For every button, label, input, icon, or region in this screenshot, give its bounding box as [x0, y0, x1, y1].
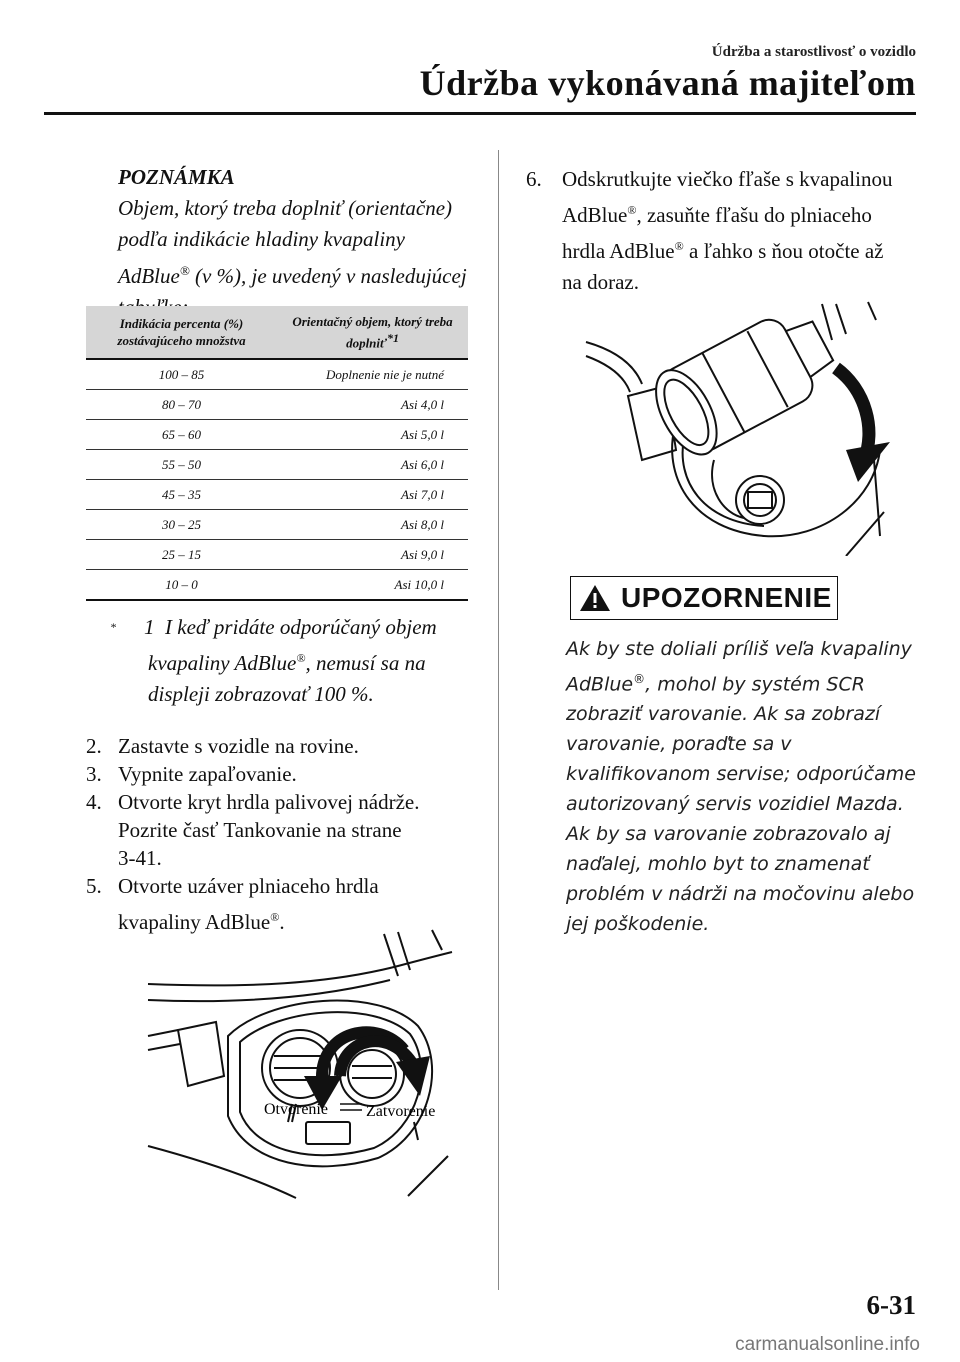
table-cell-percent: 65 – 60 [86, 420, 277, 450]
step-text-cont: hrdla AdBlue [562, 239, 675, 263]
step-text-cont: a ľahko s ňou otočte až [683, 239, 884, 263]
step-text: Vypnite zapaľovanie. [118, 762, 297, 786]
page-title: Údržba vykonávaná majiteľom [419, 63, 916, 103]
note-text [118, 193, 478, 323]
footnote-line-1: I keď pridáte odporúčaný objem [165, 615, 437, 639]
footnote-ref: *1 [386, 331, 399, 345]
watermark: carmanualsonline.info [735, 1334, 920, 1355]
table-cell-percent: 45 – 35 [86, 480, 277, 510]
registered-mark: ® [633, 672, 646, 686]
steps-right [526, 164, 926, 298]
step-3 [86, 760, 486, 788]
table-row [86, 480, 468, 510]
footnote-line-2 [118, 643, 478, 679]
footnote-line-3: displeji zobrazovať 100 %. [148, 682, 374, 706]
note-text-a: Objem, ktorý treba doplniť (orientačne) podľa indikácie hladiny kvapaliny AdBlue [118, 196, 453, 288]
registered-mark: ® [179, 263, 190, 278]
table-header-row [86, 306, 468, 359]
step-text-cont: na doraz. [562, 270, 639, 294]
warning-triangle-icon [579, 583, 611, 613]
caution-text-b: , mohol by systém SCR zobraziť varovanie. Ak sa zobrazí varovanie, poraďte sa v kvalifikovanom servise; odporúčame autorizovaný servis vozidiel Mazda. Ak by sa varovanie zobrazovalo aj naďalej, mohlo byt to znamenať problém v nádrži na močovinu alebo jej poškodenie. [566, 673, 916, 936]
table-header-volume-text: Orientačný objem, ktorý treba doplniť [292, 314, 453, 351]
table-cell-volume: Asi 5,0 l [277, 420, 468, 450]
table-row [86, 540, 468, 570]
step-text: Otvorte kryt hrdla palivovej nádrže. [118, 790, 420, 814]
step-text-cont: kvapaliny AdBlue [118, 910, 271, 934]
step-text-cont: , zasuňte fľašu do plniaceho [636, 203, 872, 227]
step-text-cont: Pozrite časť Tankovanie na strane [118, 818, 402, 842]
table-cell-percent: 80 – 70 [86, 390, 277, 420]
footnote-line-2a: kvapaliny AdBlue [148, 651, 297, 675]
table-row [86, 570, 468, 601]
header-rule [44, 112, 916, 115]
note-block [118, 162, 478, 323]
table-header-percent: Indikácia percenta (%) zostávajúceho množstva [86, 306, 277, 359]
label-open: Otvorenie [264, 1101, 328, 1118]
table-row [86, 359, 468, 390]
table-header-volume [277, 306, 468, 359]
caution-text-a: Ak by ste doliali príliš veľa kvapaliny AdBlue [566, 638, 912, 696]
step-6 [526, 164, 926, 298]
table-cell-percent: 10 – 0 [86, 570, 277, 601]
step-text-cont: AdBlue [562, 203, 628, 227]
table-cell-volume: Asi 4,0 l [277, 390, 468, 420]
figure-bottle-insert [584, 300, 894, 556]
table-cell-volume: Asi 6,0 l [277, 450, 468, 480]
registered-mark: ® [627, 203, 637, 217]
step-text: Zastavte s vozidle na rovine. [118, 734, 359, 758]
steps-left [86, 732, 486, 936]
note-title: POZNÁMKA [118, 165, 235, 189]
footnote-line-2b: , nemusí sa na [305, 651, 426, 675]
figure-open-cap [128, 926, 458, 1204]
table-row [86, 450, 468, 480]
step-2 [86, 732, 486, 760]
table-cell-volume: Asi 9,0 l [277, 540, 468, 570]
step-number: 6. [526, 167, 542, 191]
registered-mark: ® [674, 239, 684, 253]
column-divider [498, 150, 499, 1290]
step-number: 3. [86, 762, 102, 786]
label-close: Zatvorenie [366, 1103, 436, 1120]
step-number: 5. [86, 874, 102, 898]
note-text-b: (v %), je uvedený v nasledujúcej [194, 264, 467, 288]
section-heading: Údržba a starostlivosť o vozidlo [711, 44, 916, 60]
step-number: 4. [86, 790, 102, 814]
table-cell-volume: Doplnenie nie je nutné [277, 359, 468, 390]
caution-body [566, 634, 916, 939]
footnote-number: 1 [144, 615, 155, 639]
table-row [86, 510, 468, 540]
caution-title: UPOZORNENIE [621, 582, 832, 613]
step-text: Otvorte uzáver plniaceho hrdla [118, 874, 379, 898]
registered-mark: ® [296, 651, 306, 665]
table-cell-percent: 25 – 15 [86, 540, 277, 570]
refill-volume-table [86, 306, 468, 601]
step-text: Odskrutkujte viečko fľaše s kvapalinou [562, 167, 893, 191]
page-number: 6-31 [866, 1290, 916, 1320]
table-cell-volume: Asi 7,0 l [277, 480, 468, 510]
table-cell-volume: Asi 8,0 l [277, 510, 468, 540]
caution-heading-box [570, 576, 838, 620]
footnote-star: * [110, 620, 116, 634]
step-text-cont: 3-41. [118, 846, 162, 870]
step-4 [86, 788, 486, 872]
registered-mark: ® [270, 910, 280, 924]
table-cell-percent: 100 – 85 [86, 359, 277, 390]
table-cell-percent: 30 – 25 [86, 510, 277, 540]
step-text-end: . [279, 910, 285, 934]
step-number: 2. [86, 734, 102, 758]
table-row [86, 390, 468, 420]
table-row [86, 420, 468, 450]
table-cell-percent: 55 – 50 [86, 450, 277, 480]
footnote [110, 612, 478, 710]
table-cell-volume: Asi 10,0 l [277, 570, 468, 601]
